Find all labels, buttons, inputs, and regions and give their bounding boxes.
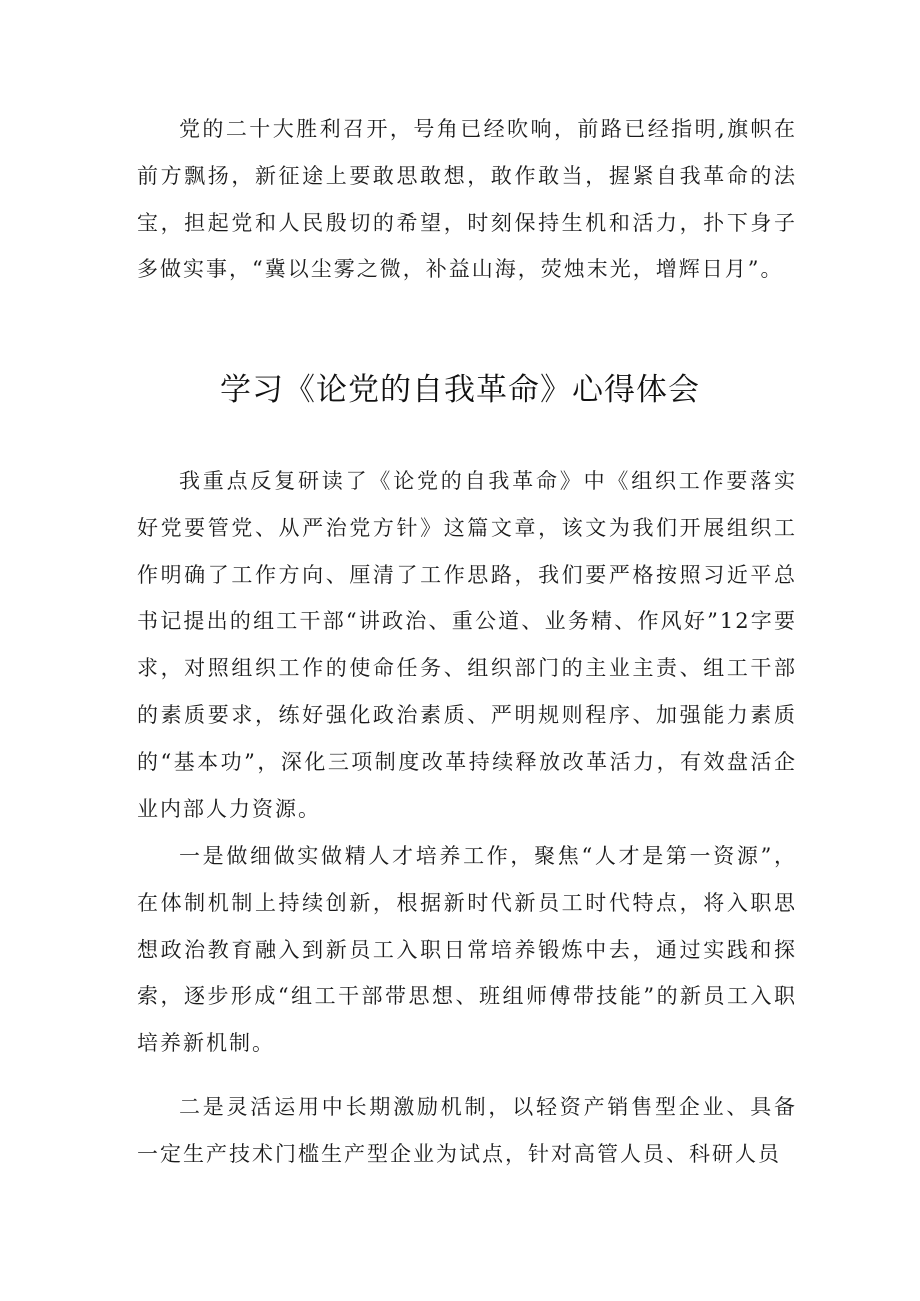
body-paragraph: 二是灵活运用中长期激励机制，以轻资产销售型企业、具备一定生产技术门槛生产型企业为试点，针对高管人员、科研人员 [137, 1095, 797, 1166]
intro-paragraph: 党的二十大胜利召开，号角已经吹响，前路已经指明,旗帜在前方飘扬，新征途上要敢思敢想，敢作敢当，握紧自我革命的法宝，担起党和人民殷切的希望，时刻保持生机和活力，扑下身子多做实事，“冀以尘雾之微，补益山海，荧烛末光，增辉日月”。 [137, 117, 797, 282]
page-title: 学习《论党的自我革命》心得体会 [220, 372, 700, 408]
body-paragraph: 一是做细做实做精人才培养工作，聚焦“人才是第一资源”，在体制机制上持续创新，根据新时代新员工时代特点，将入职思想政治教育融入到新员工入职日常培养锻炼中去，通过实践和探索，逐步形成“组工干部带思想、班组师傅带技能”的新员工入职培养新机制。 [137, 844, 797, 1056]
body-paragraph: 我重点反复研读了《论党的自我革命》中《组织工作要落实好党要管党、从严治党方针》这篇文章，该文为我们开展组织工作明确了工作方向、厘清了工作思路，我们要严格按照习近平总书记提出的组工干部“讲政治、重公道、业务精、作风好”12字要求，对照组织工作的使命任务、组织部门的主业主责、组工干部的素质要求，练好强化政治素质、严明规则程序、加强能力素质的“基本功”，深化三项制度改革持续释放改革活力，有效盘活企业内部人力资源。 [137, 469, 797, 821]
